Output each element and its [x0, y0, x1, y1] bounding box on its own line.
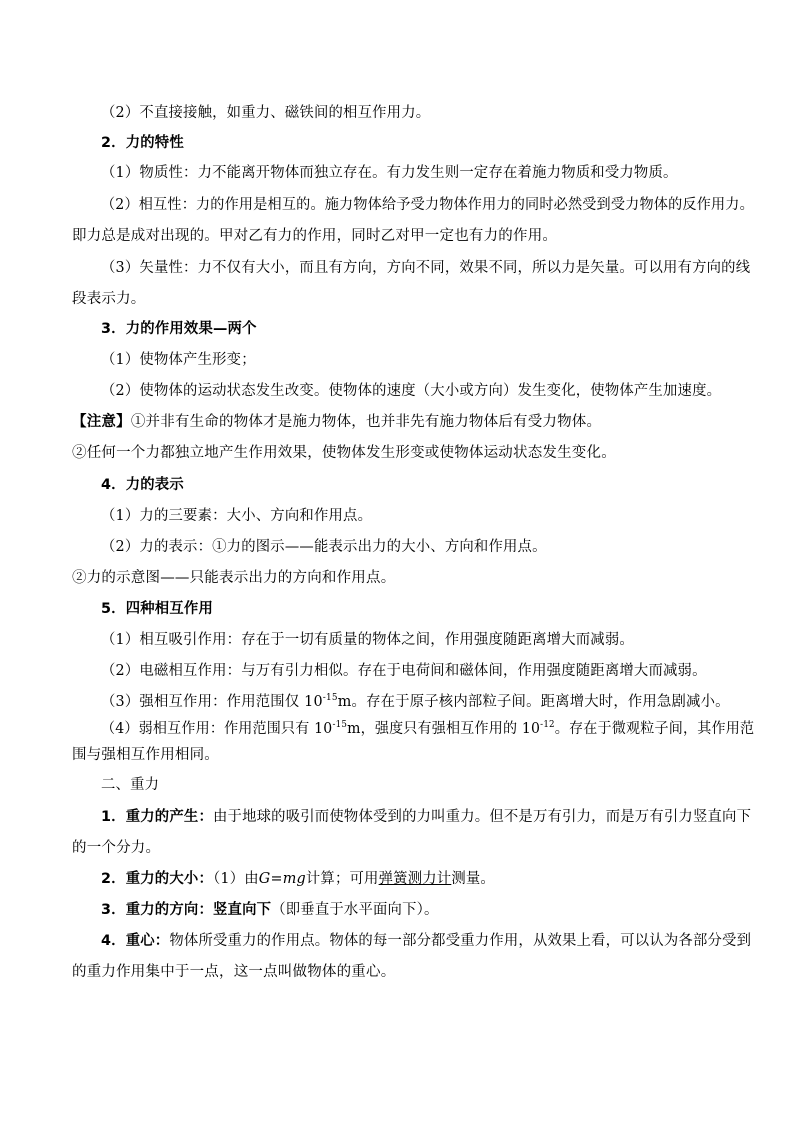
heading-force-properties: 2．力的特性 — [101, 135, 184, 151]
weak-text-a: （4）弱相互作用：作用范围只有 10 — [101, 721, 333, 737]
gravity-magnitude-text-c: 测量。 — [451, 871, 495, 887]
formula-G: G — [258, 871, 271, 887]
line-force-sketch: ②力的示意图——只能表示出力的方向和作用点。 — [72, 570, 396, 586]
line-motion-change: （2）使物体的运动状态发生改变。使物体的速度（大小或方向）发生变化，使物体产生加速度。 — [101, 383, 722, 399]
heading-force-effects: 3．力的作用效果—两个 — [101, 321, 257, 337]
line-note-1 — [72, 412, 732, 432]
strong-text-a: （3）强相互作用：作用范围仅 10 — [101, 694, 323, 710]
weak-text-b: m，强度只有强相互作用的 10 — [347, 721, 541, 737]
line-note-2: ②任何一个力都独立地产生作用效果，使物体发生形变或使物体运动状态发生变化。 — [72, 445, 616, 461]
heading-four-interactions: 5．四种相互作用 — [101, 601, 214, 617]
line-gravitation: （1）相互吸引作用：存在于一切有质量的物体之间，作用强度随距离增大而减弱。 — [101, 632, 634, 648]
line-electromagnetic: （2）电磁相互作用：与万有引力相似。存在于电荷间和磁体间，作用强度随距离增大而减弱。 — [101, 663, 707, 679]
line-strong-interaction — [101, 692, 754, 712]
note-text-1: ①并非有生命的物体才是施力物体，也并非先有施力物体后有受力物体。 — [130, 414, 602, 430]
line-materiality: （1）物质性：力不能离开物体而独立存在。有力发生则一定存在着施力物质和受力物质。 — [101, 165, 678, 181]
note-label: 【注意】 — [72, 414, 131, 430]
gravity-direction-text: （即垂直于水平面向下）。 — [271, 902, 439, 918]
weak-exponent-1: -15 — [332, 720, 348, 730]
center-of-gravity-label: 4．重心： — [101, 933, 170, 949]
line-center-of-gravity — [101, 931, 754, 951]
line-center-of-gravity-cont: 的重力作用集中于一点，这一点叫做物体的重心。 — [72, 964, 396, 980]
gravity-magnitude-label: 2．重力的大小： — [101, 871, 214, 887]
line-three-elements: （1）力的三要素：大小、方向和作用点。 — [101, 508, 373, 524]
line-contact-type-2: （2）不直接接触，如重力、磁铁间的相互作用力。 — [101, 105, 431, 121]
line-deformation: （1）使物体产生形变； — [101, 352, 256, 368]
formula-equals: = — [270, 871, 283, 887]
line-mutuality: （2）相互性：力的作用是相互的。施力物体给予受力物体作用力的同时必然受到受力物体的反作用力。 — [101, 197, 754, 213]
strong-text-b: m。存在于原子核内部粒子间。距离增大时，作用急剧减小。 — [337, 694, 730, 710]
spring-scale-term: 弹簧测力计 — [378, 871, 452, 887]
line-mutuality-cont: 即力总是成对出现的。甲对乙有力的作用，同时乙对甲一定也有力的作用。 — [72, 228, 558, 244]
gravity-magnitude-text-b: 计算；可用 — [305, 871, 379, 887]
gravity-origin-label: 1．重力的产生： — [101, 809, 214, 825]
line-weak-interaction-cont: 围与强相互作用相同。 — [72, 747, 219, 763]
line-gravity-direction — [101, 900, 754, 920]
strong-exponent: -15 — [322, 693, 338, 703]
weak-exponent-2: -12 — [540, 720, 555, 730]
center-of-gravity-text: 物体所受重力的作用点。物体的每一部分都受重力作用，从效果上看，可以认为各部分受到 — [169, 933, 752, 949]
line-gravity-magnitude — [101, 869, 754, 889]
formula-mg: mg — [282, 871, 306, 887]
line-vector-cont: 段表示力。 — [72, 291, 146, 307]
section-gravity-title: 二、重力 — [101, 777, 160, 793]
line-gravity-origin — [101, 807, 754, 827]
gravity-direction-label: 3．重力的方向： — [101, 902, 214, 918]
gravity-direction-value: 竖直向下 — [213, 902, 272, 918]
gravity-origin-text: 由于地球的吸引而使物体受到的力叫重力。但不是万有引力，而是万有引力竖直向下 — [213, 809, 752, 825]
line-force-diagram: （2）力的表示：①力的图示——能表示出力的大小、方向和作用点。 — [101, 539, 547, 555]
line-vector: （3）矢量性：力不仅有大小，而且有方向，方向不同，效果不同，所以力是矢量。可以用有方向的线 — [101, 260, 751, 276]
heading-force-representation: 4．力的表示 — [101, 477, 184, 493]
line-weak-interaction — [101, 719, 755, 739]
weak-text-c: 。存在于微观粒子间，其作用范 — [554, 721, 755, 737]
gravity-magnitude-text-a: （1）由 — [213, 871, 259, 887]
line-gravity-origin-cont: 的一个分力。 — [72, 840, 161, 856]
